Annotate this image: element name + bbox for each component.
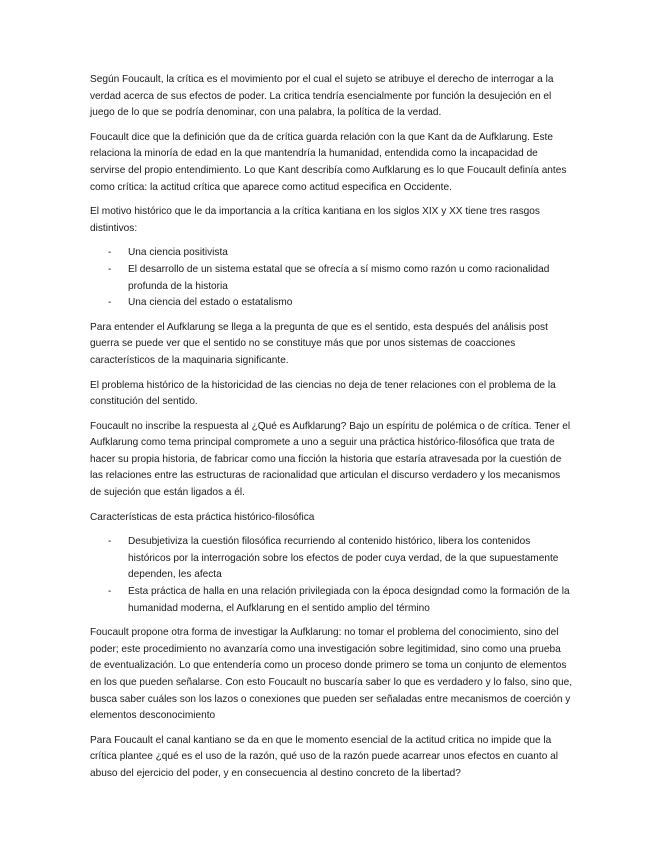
list-item: - Desubjetiviza la cuestión filosófica recurriendo al contenido histórico, libera los contenidos históricos por la interrogación sobre los efectos de poder cuya verdad, de la que supuestamente dependen, les afecta bbox=[90, 534, 573, 584]
paragraph-2: Foucault dice que la definición que da de crítica guarda relación con la que Kant da de Aufklarung. Este relaciona la minoría de edad en la que mantendría la humanidad, entendida como la incapacidad de servirse del propio entendimiento. Lo que Kant describía como Aufklarung es lo que Foucault definía antes como crítica: la actitud crítica que aparece como actitud especifica en Occidente. bbox=[90, 131, 567, 193]
paragraph-9: Para Foucault el canal kantiano se da en que le momento esencial de la actitud critica no impide que la crítica plantee ¿qué es el uso de la razón, qué uso de la razón puede acarrear unos efectos en cuanto al abuso del ejercicio del poder, y en consecuencia al destino concreto de la libertad? bbox=[90, 734, 558, 779]
list-item: - Una ciencia positivista bbox=[90, 245, 573, 262]
paragraph-4: Para entender el Aufklarung se llega a la pregunta de que es el sentido, esta después del análisis post guerra se puede ver que el sentido no se constituye más que por unos sistemas de coacciones característicos de la maquinaria significante. bbox=[90, 321, 548, 366]
bullet-list-2 bbox=[90, 534, 573, 617]
paragraph-7: Características de esta práctica histórico-filosófica bbox=[90, 511, 315, 523]
list-item: - El desarrollo de un sistema estatal que se ofrecía a sí mismo como razón u como racionalidad profunda de la historia bbox=[90, 262, 573, 295]
paragraph-3: El motivo histórico que le da importancia a la crítica kantiana en los siglos XIX y XX tiene tres rasgos distintivos: bbox=[90, 206, 540, 234]
list-item: - Esta práctica de halla en una relación privilegiada con la época designdad como la formación de la humanidad moderna, el Aufklarung en el sentido amplio del término bbox=[90, 584, 573, 617]
bullet-list-1 bbox=[90, 245, 573, 311]
paragraph-8: Foucault propone otra forma de investigar la Aufklarung: no tomar el problema del conocimiento, sino del poder; este procedimiento no avanzaría como una investigación sobre legitimidad, sino como una prueba de eventualización. Lo que entendería como un proceso donde primero se toma un conjunto de elementos en los que pueden señalarse. Con esto Foucault no buscaría saber lo que es verdadero y lo falso, sino que, busca saber cuáles son los lazos o conexiones que pueden ser señaladas entre mecanismos de coerción y elementos desconocimiento bbox=[90, 627, 573, 722]
list-item: - Una ciencia del estado o estatalismo bbox=[90, 295, 573, 312]
paragraph-5: El problema histórico de la historicidad de las ciencias no deja de tener relaciones con el problema de la constitución del sentido. bbox=[90, 379, 556, 408]
paragraph-1: Según Foucault, la crítica es el movimiento por el cual el sujeto se atribuye el derecho de interrogar a la verdad acerca de sus efectos de poder. La critica tendría esencialmente por función la desujeción en el juego de lo que se podría denominar, con una palabra, la política de la verdad. bbox=[90, 74, 554, 119]
paragraph-6: Foucault no inscribe la respuesta al ¿Qué es Aufklarung? Bajo un espíritu de polémica o de crítica. Tener el Aufklarung como tema principal compromete a uno a seguir una práctica histórico-filosófica que trata de hacer su propia historia, de fabricar como una ficción la historia que estaría atravesada por la cuestión de las relaciones entre las estructuras de racionalidad que articulan el discurso verdadero y los mecanismos de sujeción que están ligados a él. bbox=[90, 420, 571, 499]
